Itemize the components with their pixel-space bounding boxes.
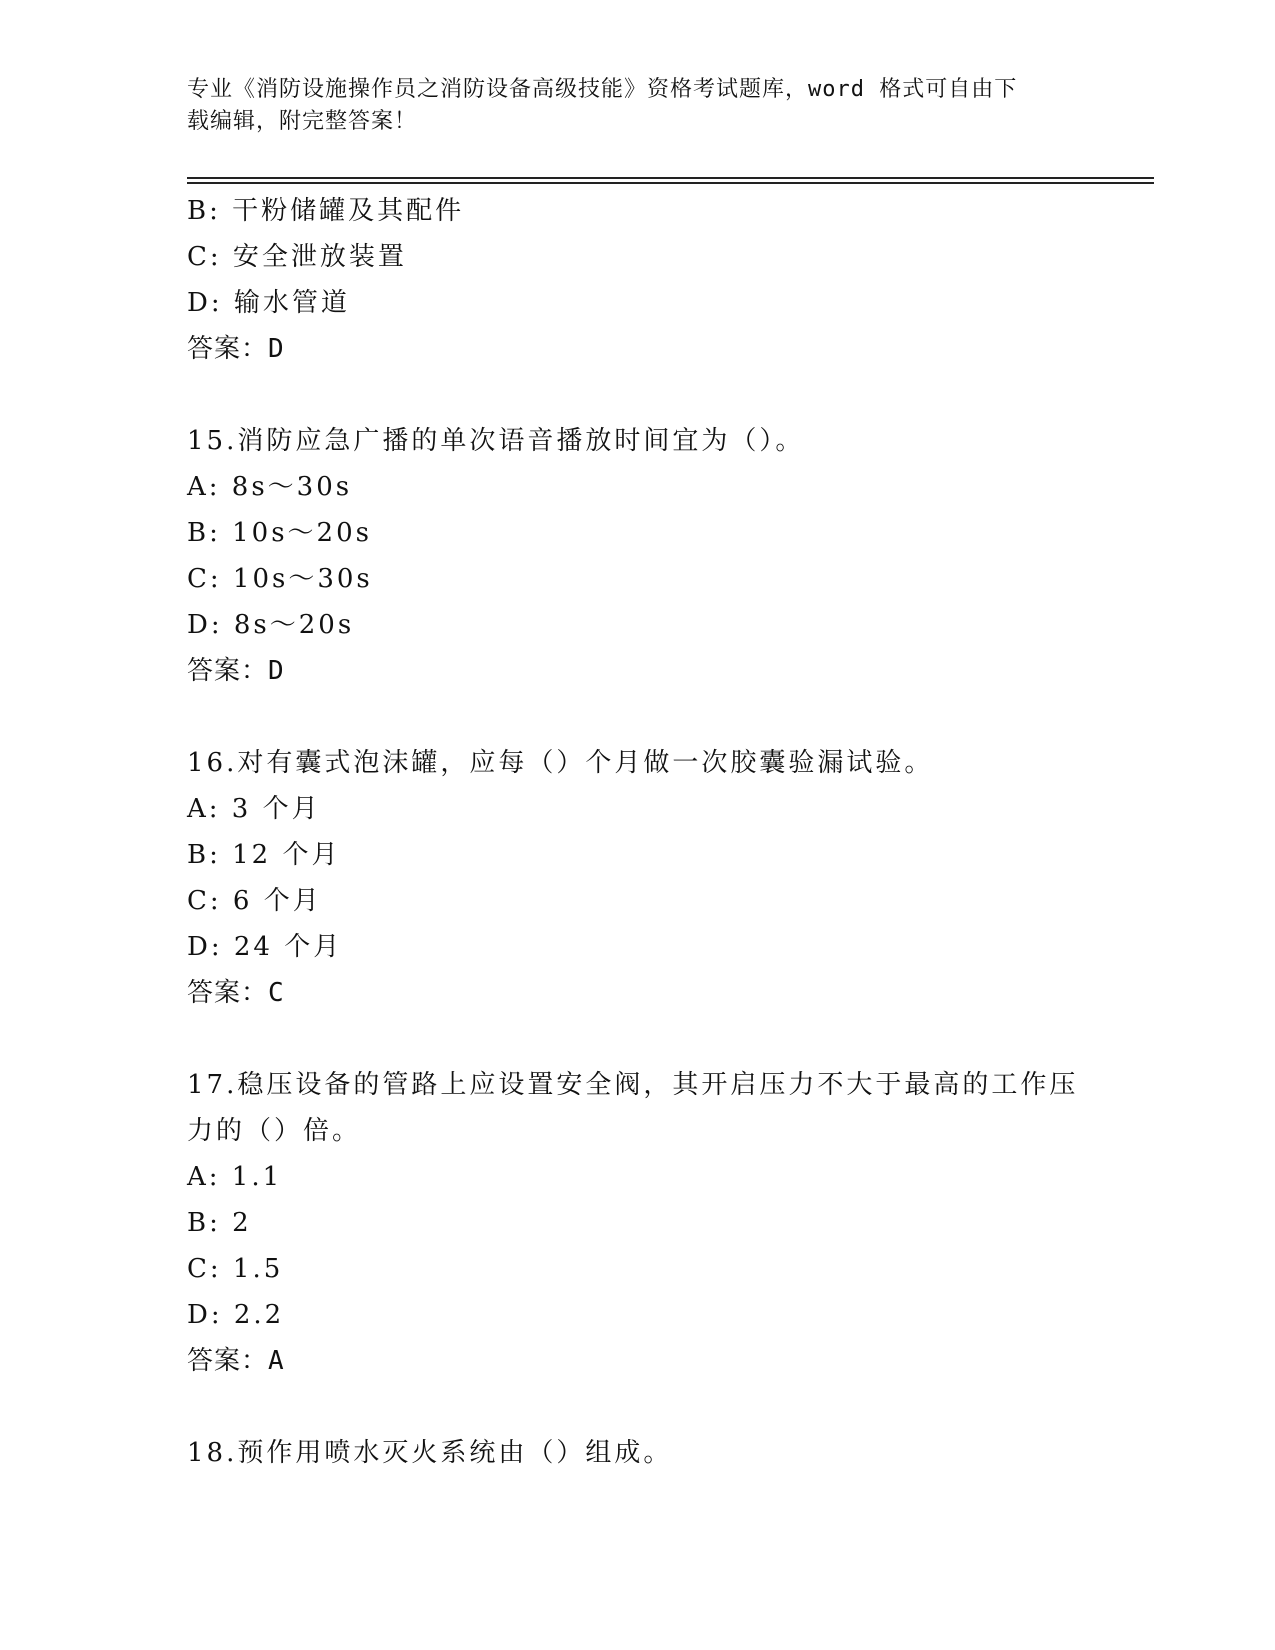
option-b: B: 干粉储罐及其配件: [187, 196, 465, 226]
question-block-17: [187, 1062, 1087, 1384]
option-a: A: 3 个月: [187, 794, 321, 824]
question-block-14: [187, 188, 1087, 372]
option-d: D: 输水管道: [187, 288, 350, 318]
spacer: [187, 1384, 1087, 1430]
option-a: A: 1.1: [187, 1162, 283, 1192]
option-c: C: 6 个月: [187, 886, 322, 916]
question-text: 15.消防应急广播的单次语音播放时间宜为（）。: [187, 426, 805, 456]
question-block-16: [187, 740, 1087, 1016]
answer-line: 答案：C: [187, 978, 285, 1008]
spacer: [187, 694, 1087, 740]
option-c: C: 10s～30s: [187, 564, 373, 594]
question-text: 18.预作用喷水灭火系统由（）组成。: [187, 1438, 673, 1468]
spacer: [187, 372, 1087, 418]
question-block-18: [187, 1430, 1087, 1476]
option-a: A: 8s～30s: [187, 472, 353, 502]
question-list: [187, 188, 1087, 1476]
option-d: D: 8s～20s: [187, 610, 355, 640]
header-divider-bottom: [187, 182, 1154, 184]
option-b: B: 10s～20s: [187, 518, 372, 548]
question-block-15: [187, 418, 1087, 694]
question-text: 16.对有囊式泡沫罐，应每（）个月做一次胶囊验漏试验。: [187, 748, 934, 778]
option-d: D: 24 个月: [187, 932, 343, 962]
header-line-2: 载编辑，附完整答案！: [187, 109, 418, 134]
header-divider-top: [187, 177, 1154, 179]
option-c: C: 安全泄放装置: [187, 242, 407, 272]
document-header: [187, 74, 1067, 138]
question-text-line-1: 17.稳压设备的管路上应设置安全阀，其开启压力不大于最高的工作压: [187, 1070, 1079, 1100]
option-d: D: 2.2: [187, 1300, 285, 1330]
option-c: C: 1.5: [187, 1254, 284, 1284]
header-line-1: 专业《消防设施操作员之消防设备高级技能》资格考试题库，word 格式可自由下: [187, 77, 1018, 102]
answer-line: 答案：D: [187, 656, 285, 686]
option-b: B: 2: [187, 1208, 252, 1238]
answer-line: 答案：D: [187, 334, 285, 364]
question-text-line-2: 力的（）倍。: [187, 1116, 362, 1146]
option-b: B: 12 个月: [187, 840, 341, 870]
spacer: [187, 1016, 1087, 1062]
answer-line: 答案：A: [187, 1346, 285, 1376]
